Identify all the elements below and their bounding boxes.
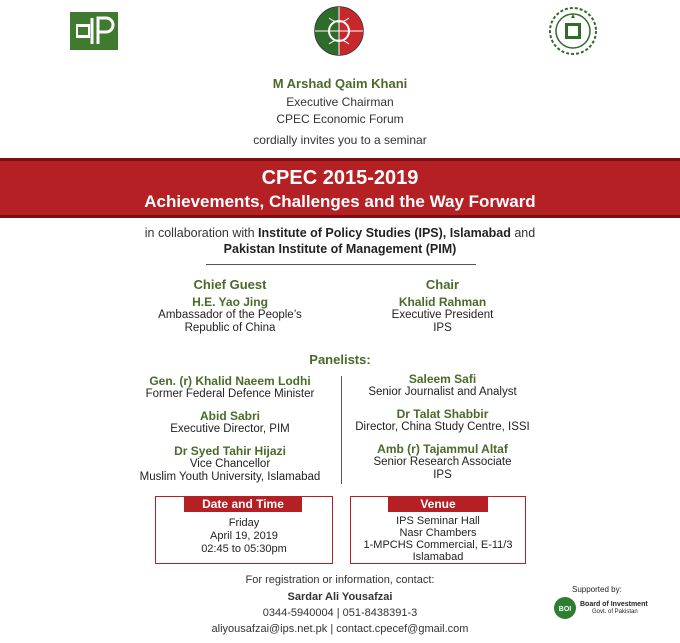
- panelist-name: Dr Syed Tahir Hijazi: [174, 444, 286, 458]
- collab-line-2: [0, 242, 680, 256]
- collab-joiner: and: [510, 226, 536, 240]
- contact-name: Sardar Ali Yousafzai: [287, 591, 393, 603]
- host-name: M Arshad Qaim Khani: [272, 76, 408, 91]
- panelist-name: Abid Sabri: [199, 409, 260, 423]
- collab-line-1: [0, 226, 680, 240]
- boi-logo-icon: [553, 596, 577, 620]
- chair-role: Chair: [425, 277, 460, 292]
- boi-logo-text: BOI: [558, 606, 572, 613]
- venue-line-4: Islamabad: [412, 551, 464, 563]
- panelists-heading: Panelists:: [309, 352, 371, 367]
- chief-guest-role: Chief Guest: [193, 277, 267, 292]
- panelist-desc: Executive Director, PIM: [170, 423, 290, 435]
- supported-by-label: Supported by:: [572, 585, 622, 594]
- chair-desc-2: IPS: [433, 322, 452, 334]
- pim-logo-icon: [548, 6, 598, 56]
- panelist-desc: Director, China Study Centre, ISSI: [355, 421, 530, 433]
- panelist-desc: IPS: [433, 469, 452, 481]
- collab-prefix: in collaboration with: [144, 226, 259, 240]
- panelists-left: [120, 374, 340, 484]
- date-day: Friday: [228, 517, 260, 529]
- panelist-desc: Muslim Youth University, Islamabad: [139, 471, 321, 483]
- panelists-divider: [341, 376, 342, 484]
- host-title-1: Executive Chairman: [286, 95, 394, 109]
- contact-emails: aliyousafzai@ips.net.pk | contact.cpecef@gmail.com: [211, 623, 469, 635]
- invite-text: cordially invites you to a seminar: [253, 133, 427, 147]
- chief-guest-name: H.E. Yao Jing: [192, 295, 268, 309]
- panelist-desc: Former Federal Defence Minister: [145, 388, 315, 400]
- venue-heading: Venue: [388, 496, 488, 512]
- panelist-desc: Senior Journalist and Analyst: [368, 386, 517, 398]
- contact-phones: 0344-5940004 | 051-8438391-3: [262, 607, 418, 619]
- cpec-forum-logo-icon: [314, 6, 364, 56]
- chair-name: Khalid Rahman: [398, 295, 487, 309]
- ips-logo-icon: [68, 10, 120, 52]
- chief-guest-desc-1: Ambassador of the People’s: [158, 309, 302, 321]
- chief-guest-block: [120, 277, 340, 335]
- host-title-2: CPEC Economic Forum: [276, 112, 404, 126]
- panelist-name: Dr Talat Shabbir: [396, 407, 489, 421]
- collab-org-pim: Pakistan Institute of Management (PIM): [223, 242, 457, 256]
- panelists-right: [345, 372, 540, 482]
- chief-guest-desc-2: Republic of China: [184, 322, 276, 334]
- seminar-title: CPEC 2015-2019: [261, 167, 419, 189]
- contact-intro: For registration or information, contact:: [245, 574, 435, 586]
- venue-box: [350, 496, 526, 564]
- date-time-heading: Date and Time: [184, 496, 302, 512]
- boi-sub: Govt. of Pakistan: [592, 609, 638, 615]
- venue-line-2: Nasr Chambers: [399, 527, 477, 539]
- venue-line-3: 1-MPCHS Commercial, E-11/3: [363, 539, 513, 551]
- seminar-subtitle: Achievements, Challenges and the Way Forward: [144, 192, 536, 211]
- boi-org: Board of Investment: [580, 601, 648, 608]
- date-time-range: 02:45 to 05:30pm: [201, 543, 287, 555]
- panelist-name: Gen. (r) Khalid Naeem Lodhi: [149, 374, 311, 388]
- date-time-box: [155, 496, 333, 564]
- collab-rule: [206, 264, 476, 265]
- panelist-name: Saleem Safi: [408, 372, 477, 386]
- panelist-desc: Senior Research Associate: [373, 456, 512, 468]
- date-date: April 19, 2019: [210, 530, 278, 542]
- panelist-name: Amb (r) Tajammul Altaf: [377, 442, 508, 456]
- venue-line-1: IPS Seminar Hall: [396, 515, 480, 527]
- chair-block: [340, 277, 545, 335]
- seminar-banner: [0, 158, 680, 218]
- collab-org-ips: Institute of Policy Studies (IPS), Islamabad: [258, 226, 511, 240]
- panelist-desc: Vice Chancellor: [189, 458, 271, 470]
- chair-desc-1: Executive President: [391, 309, 494, 321]
